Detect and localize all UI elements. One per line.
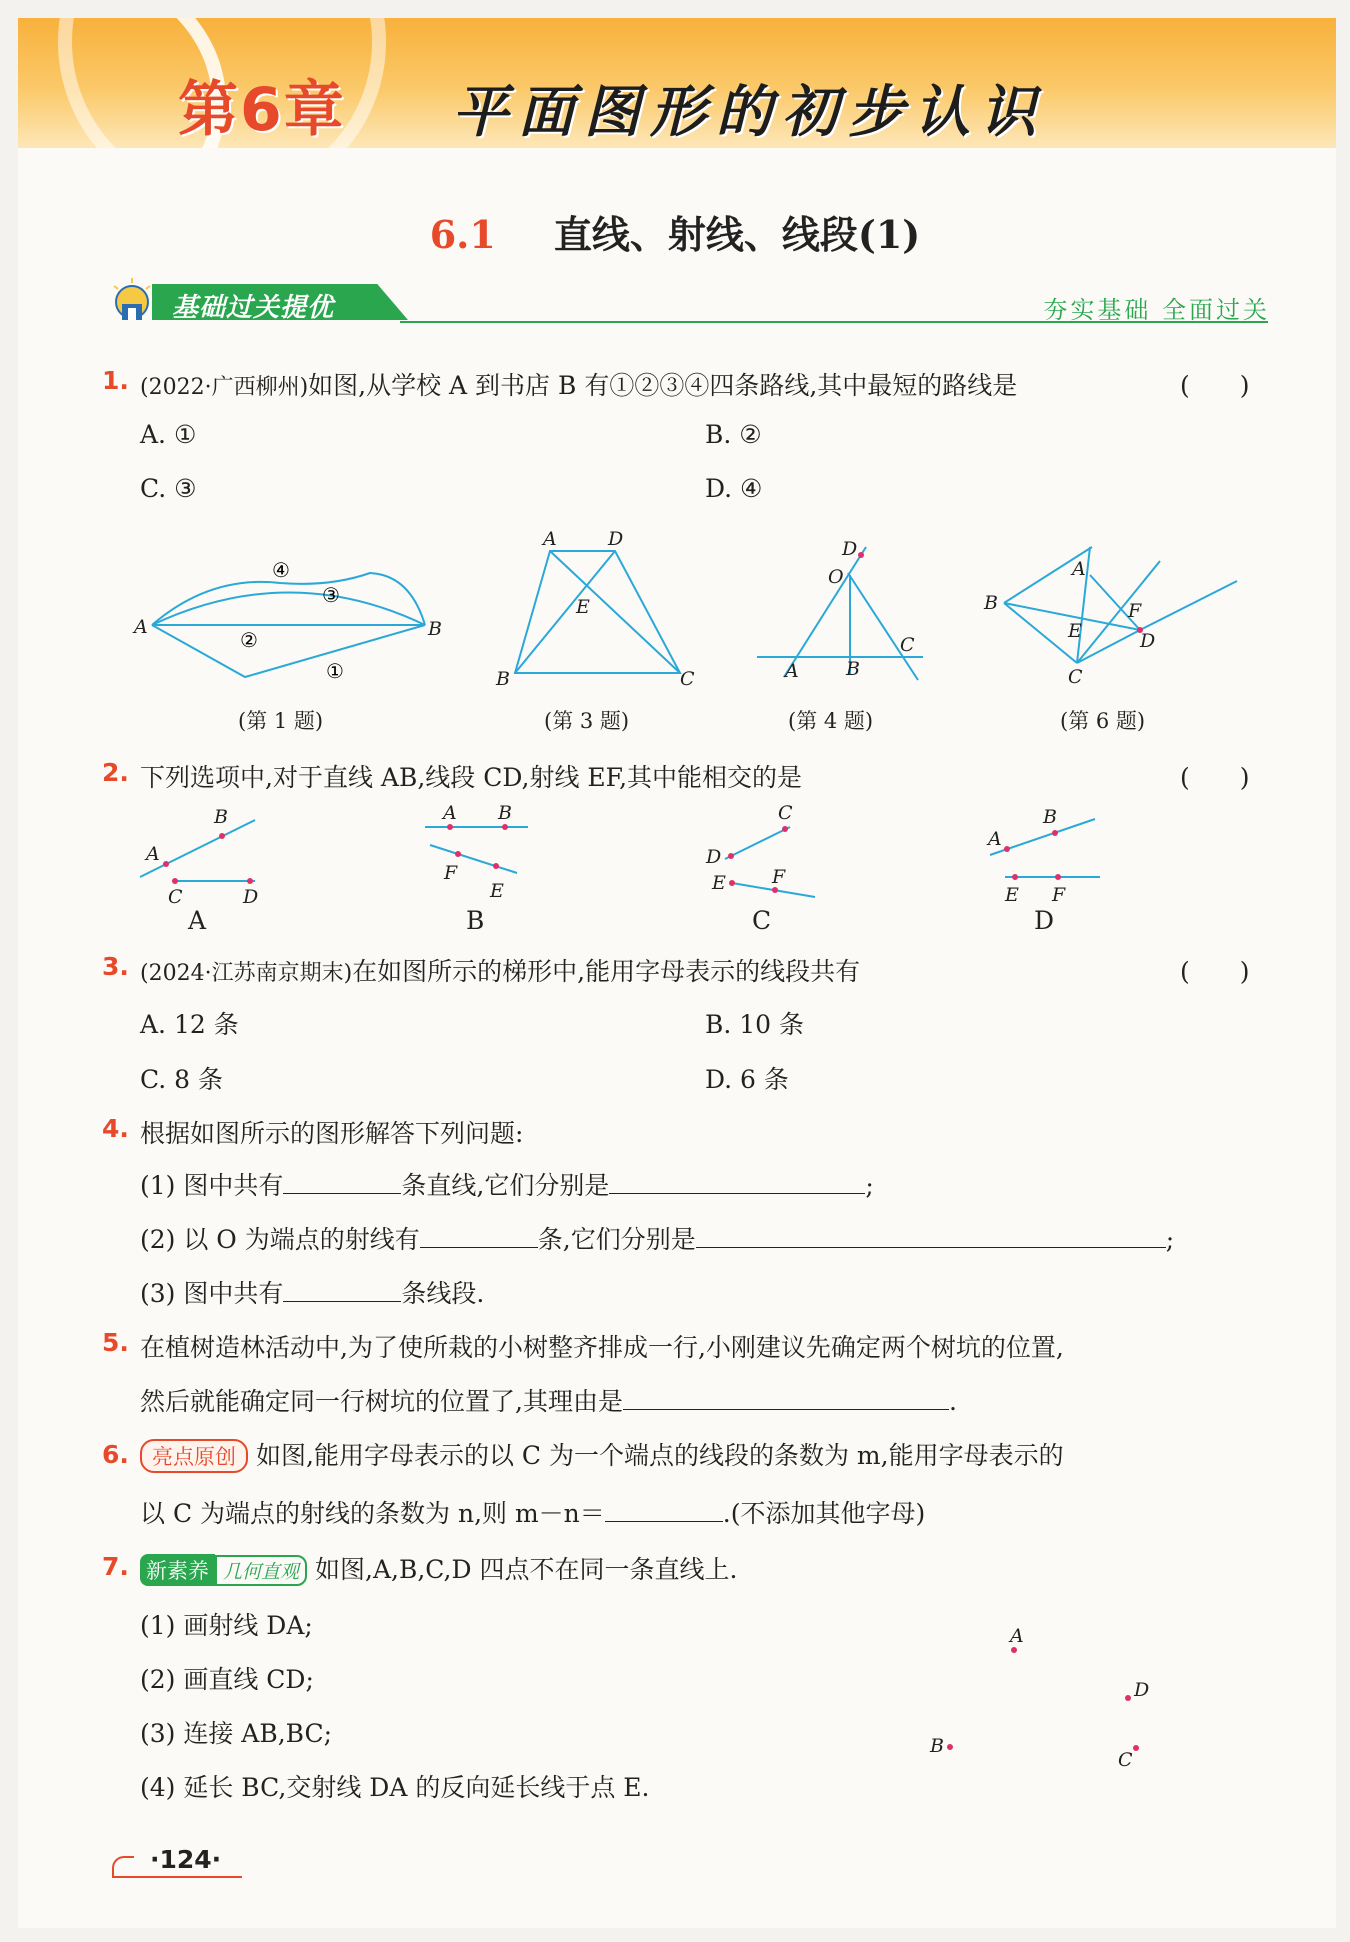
- fig1-label-a: A: [134, 616, 148, 638]
- point-d: [1125, 1695, 1131, 1701]
- text: .: [948, 1387, 957, 1416]
- fig6-label-e: E: [1068, 620, 1082, 642]
- opt-a-label: B: [214, 806, 228, 828]
- question-1: [140, 366, 1017, 402]
- question-text: 如图,从学校 A 到书店 B 有①②③④四条路线,其中最短的路线是: [308, 371, 1018, 400]
- q7-step: (2) 画直线 CD;: [140, 1665, 314, 1694]
- option: D. ④: [705, 474, 763, 503]
- option: C. ③: [140, 474, 197, 503]
- question-number: 1.: [102, 366, 129, 395]
- question-2: 下列选项中,对于直线 AB,线段 CD,射线 EF,其中能相交的是: [140, 763, 803, 792]
- fig1-label-b: B: [428, 618, 442, 640]
- q2-choice: D: [1034, 906, 1055, 935]
- section-title: [0, 204, 1350, 259]
- q7-points-figure: [900, 1620, 1200, 1780]
- figure-caption: (第 3 题): [544, 709, 630, 733]
- option: B. 10 条: [705, 1010, 805, 1039]
- text: .(不添加其他字母): [722, 1499, 926, 1528]
- point-a: [1011, 1647, 1017, 1653]
- answer-blank[interactable]: [609, 1169, 865, 1194]
- answer-blank[interactable]: [623, 1385, 949, 1410]
- text: 如图,A,B,C,D 四点不在同一条直线上.: [315, 1555, 738, 1584]
- question-number: 6.: [102, 1440, 129, 1469]
- opt-b-label: F: [444, 862, 458, 884]
- route-1: [152, 625, 425, 677]
- question-text: 在如图所示的梯形中,能用字母表示的线段共有: [352, 957, 861, 986]
- fig4-label-o: O: [828, 566, 844, 588]
- opt-c-label: C: [778, 805, 793, 824]
- figure-1: [152, 573, 425, 677]
- section-badge: [108, 282, 410, 322]
- q2-options-figures: [0, 805, 1350, 905]
- answer-blank[interactable]: [283, 1169, 401, 1194]
- answer-blank[interactable]: [605, 1497, 723, 1522]
- text: ;: [865, 1171, 874, 1200]
- text: 以 C 为端点的射线的条数为 n,则 m－n＝: [140, 1499, 605, 1528]
- point-d: [858, 552, 864, 558]
- opt-d-label: E: [1005, 884, 1019, 905]
- text: (1) 图中共有: [140, 1171, 284, 1200]
- fig4-label-c: C: [900, 634, 915, 656]
- answer-blank[interactable]: [696, 1223, 1166, 1248]
- q4-part-1: [140, 1166, 874, 1202]
- fig6-label-b: B: [984, 592, 998, 614]
- text: 条直线,它们分别是: [401, 1171, 610, 1200]
- question-source: (2022·广西柳州): [140, 375, 309, 400]
- q7-step: (3) 连接 AB,BC;: [140, 1719, 333, 1748]
- question-number: 3.: [102, 952, 129, 981]
- fig4-label-d: D: [842, 538, 858, 560]
- fig6-label-a: A: [1072, 558, 1086, 580]
- question-6-line-2: [140, 1494, 925, 1530]
- answer-paren: ( ): [1180, 371, 1250, 400]
- answer-paren: ( ): [1180, 763, 1250, 792]
- option: C. 8 条: [140, 1065, 223, 1094]
- question-4: 根据如图所示的图形解答下列问题:: [140, 1119, 524, 1148]
- chapter-number: 第6章: [178, 75, 346, 145]
- tagline: 夯实基础 全面过关: [1043, 296, 1270, 324]
- figures-row: [0, 525, 1350, 705]
- fig6-label-d: D: [1140, 630, 1156, 652]
- question-5-line-2: [140, 1382, 957, 1418]
- opt-a-label: D: [243, 886, 259, 905]
- opt-b-label: A: [443, 805, 457, 824]
- opt-b-label: E: [490, 880, 504, 902]
- point-c-label: C: [1118, 1749, 1133, 1771]
- point-d-label: D: [1134, 1679, 1150, 1701]
- figure-caption: (第 1 题): [238, 709, 324, 733]
- lightbulb-icon: [108, 278, 158, 324]
- question-number: 7.: [102, 1552, 129, 1581]
- question-7: [140, 1550, 737, 1586]
- figure-6: [1004, 547, 1237, 663]
- fig1-route-2: ②: [240, 628, 258, 652]
- question-source: (2024·江苏南京期末): [140, 961, 353, 986]
- option: B. ②: [705, 420, 762, 449]
- page-corner-decoration: [112, 1856, 134, 1878]
- point-a-label: A: [1010, 1625, 1024, 1647]
- page-underline: [112, 1876, 242, 1878]
- text: 如图,能用字母表示的以 C 为一个端点的线段的条数为 m,能用字母表示的: [256, 1441, 1064, 1470]
- question-5-line-1: 在植树造林活动中,为了使所栽的小树整齐排成一行,小刚建议先确定两个树坑的位置,: [140, 1333, 1064, 1362]
- option: D. 6 条: [705, 1065, 789, 1094]
- q4-part-2: [140, 1220, 1174, 1256]
- literacy-subtag: 几何直观: [215, 1555, 307, 1586]
- option: A. ①: [140, 420, 197, 449]
- opt-a-label: A: [146, 843, 160, 865]
- figure-caption: (第 6 题): [1060, 709, 1146, 733]
- fig3-label-e: E: [576, 596, 590, 618]
- chapter-title: 平面图形的初步认识: [452, 80, 1046, 145]
- opt-c-label: D: [706, 846, 722, 868]
- question-number: 5.: [102, 1328, 129, 1357]
- text: (3) 图中共有: [140, 1279, 284, 1308]
- original-tag: 亮点原创: [140, 1439, 248, 1473]
- opt-a-label: C: [168, 886, 183, 905]
- answer-blank[interactable]: [283, 1277, 401, 1302]
- text: 然后就能确定同一行树坑的位置了,其理由是: [140, 1387, 623, 1416]
- fig6-label-c: C: [1068, 666, 1083, 688]
- literacy-tag: 新素养: [140, 1554, 215, 1586]
- figure-3: [515, 551, 680, 673]
- point-b: [947, 1744, 953, 1750]
- badge-label: 基础过关提优: [172, 293, 335, 323]
- fig4-label-b: B: [846, 658, 860, 680]
- fig3-label-b: B: [496, 668, 510, 690]
- question-3: [140, 952, 860, 988]
- fig1-route-3: ③: [322, 583, 340, 607]
- point-c: [1133, 1745, 1139, 1751]
- fig4-label-a: A: [785, 660, 799, 682]
- text: 条线段.: [401, 1279, 485, 1308]
- fig3-label-d: D: [608, 528, 624, 550]
- question-number: 2.: [102, 758, 129, 787]
- opt-c-label: F: [772, 866, 786, 888]
- fig1-route-1: ①: [326, 659, 344, 683]
- q4-part-3: [140, 1274, 484, 1310]
- text: (2) 以 O 为端点的射线有: [140, 1225, 420, 1254]
- q7-step: (4) 延长 BC,交射线 DA 的反向延长线于点 E.: [140, 1773, 650, 1802]
- page-number: ·124·: [150, 1845, 222, 1874]
- fig3-label-a: A: [543, 528, 557, 550]
- fig1-route-4: ④: [272, 558, 290, 582]
- opt-d-label: A: [988, 828, 1002, 850]
- fig3-label-c: C: [680, 668, 695, 690]
- opt-b-label: B: [498, 805, 512, 824]
- opt-d-label: F: [1052, 884, 1066, 905]
- section-number: 6.1: [429, 212, 496, 257]
- answer-paren: ( ): [1180, 957, 1250, 986]
- answer-blank[interactable]: [420, 1223, 538, 1248]
- question-6-line-1: [140, 1436, 1064, 1473]
- text: 条,它们分别是: [537, 1225, 696, 1254]
- fig6-label-f: F: [1128, 600, 1142, 622]
- opt-d-label: B: [1043, 806, 1057, 828]
- option: A. 12 条: [140, 1010, 239, 1039]
- point-b-label: B: [930, 1735, 944, 1757]
- question-number: 4.: [102, 1114, 129, 1143]
- q2-choice: B: [466, 906, 485, 935]
- opt-c-label: E: [712, 872, 726, 894]
- text: ;: [1165, 1225, 1175, 1254]
- q7-step: (1) 画射线 DA;: [140, 1611, 313, 1640]
- q2-choice: C: [752, 906, 772, 935]
- section-name: 直线、射线、线段(1): [553, 212, 921, 257]
- figure-caption: (第 4 题): [788, 709, 874, 733]
- q2-choice: A: [188, 906, 207, 935]
